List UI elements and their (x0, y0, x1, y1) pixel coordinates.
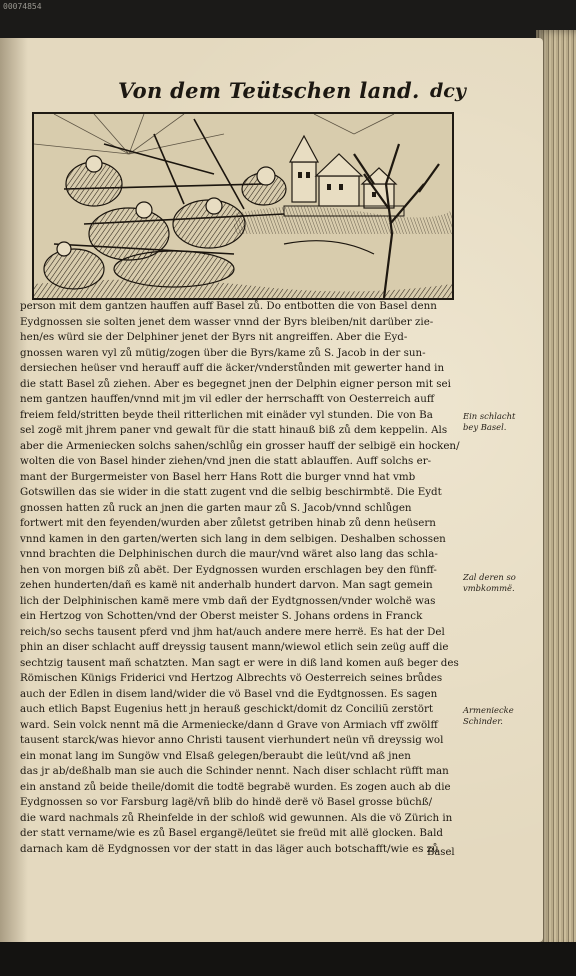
margin-note-line: vmbkommë. (463, 583, 515, 593)
text-line: auch der Edlen in disem land/wider die vö Basel vnd die Eydtgnossen. Es sagen (20, 687, 438, 700)
margin-note-line: Zal deren so (463, 572, 516, 582)
text-line: hen von morgen biß zů abët. Der Eydgnossen wurden erschlagen bey den fünff- (20, 563, 437, 576)
margin-note-line: Ein schlacht (463, 411, 516, 421)
text-line: wolten die von Basel hinder ziehen/vnd jnen die statt ablauffen. Auff solchs er- (20, 455, 432, 467)
margin-note-line: Armeniecke (463, 705, 514, 715)
running-head: Von dem Teütschen land. (118, 78, 420, 103)
margin-note-line: Schinder. (463, 716, 503, 726)
text-line: gnossen hatten zů ruck an jnen die garten maur zů S. Jacob/vnnd schlůgen (20, 501, 412, 514)
text-line: ein Hertzog von Schotten/vnd der Oberst meister S. Johans ordens in Franck (20, 610, 423, 622)
body-text (20, 299, 462, 857)
text-line: vnnd kamen in den garten/werten sich lang in dem selbigen. Deshalben schossen (20, 532, 446, 545)
folio-number: dcy (430, 80, 466, 102)
text-line: person mit dem gantzen hauffen auff Basel zů. Do entbotten die von Basel denn (20, 300, 437, 312)
text-line: darnach kam dë Eydgnossen vor der statt in das läger auch botschafft/wie es zů (20, 842, 439, 855)
text-line: phin an diser schlacht auff dreyssig tausent mann/wiewol etlich sein zeüg auff die (20, 641, 449, 653)
text-line: reich/so sechs tausent pferd vnd jhm hat/auch andere mere herrë. Es hat der Del (20, 625, 445, 638)
text-line: zehen hunderten/dañ es kamë nit anderhalb hundert darvon. Man sagt gemein (20, 579, 433, 591)
text-line: nem gantzen hauffen/vnnd mit jm vil edler der herrschafft von Oesterreich auff (20, 393, 435, 405)
text-line: ein anstand zů beide theile/domit die todtë begrabë wurden. Es zogen auch ab die (20, 780, 451, 793)
text-line: vnnd brachten die Delphinischen durch die maur/vnd wäret also lang das schla- (20, 548, 438, 560)
margin-note-line: bey Basel. (463, 422, 507, 432)
text-line: die ward nachmals zů Rheinfelde in der schloß wid gewunnen. Als die vö Zürich in (20, 811, 453, 824)
text-line: freiem feld/stritten beyde theil ritterlichen mit einäder vyl stunden. Die von Ba (20, 408, 433, 421)
text-line: ward. Sein volck nennt mã die Armeniecke/dann d Grave von Armiach vff zwölff (20, 718, 438, 731)
text-line: lich der Delphinischen kamë mere vmb dañ der Eydtgnossen/vnder wolchë was (20, 594, 436, 607)
text-line: der statt vername/wie es zů Basel ergangë/leütet sie freüd mit allë glocken. Bald (20, 827, 443, 839)
woodcut-battle-scene-icon (34, 114, 452, 298)
catchword: Basel (427, 847, 455, 858)
text-line: hen/es würd sie der Delphiner jenet der Byrs nit angreiffen. Aber die Eyd- (20, 331, 408, 343)
margin-note-count (463, 572, 533, 594)
text-line: das jr ab/deßhalb man sie auch die Schinder nennt. Nach diser schlacht rüfft man (20, 765, 449, 777)
margin-note-battle (463, 411, 533, 433)
text-line: die statt Basel zů ziehen. Aber es begegnet jnen der Delphin eigner person mit sei (20, 377, 451, 390)
text-line: sel zogë mit jhrem paner vnd gewalt für die statt hinauß biß zů dem keppelin. Als (20, 424, 448, 436)
text-line: dersiechen heüser vnd herauff auff die äcker/vnderstůnden mit gewerter hand in (20, 362, 445, 374)
text-line: aber die Armeniecken solchs sahen/schlůg ein grosser hauff der selbigë ein hocken/ (20, 439, 460, 452)
text-line: Gotswillen das sie wider in die statt zugent vnd die selbig beschirmbtë. Die Eydt (20, 486, 442, 498)
scan-background (0, 942, 576, 976)
text-line: mant der Burgermeister von Basel herr Hans Rott die burger vnnd hat vmb (20, 470, 416, 483)
text-line: auch etlich Bapst Eugenius hett jn herauß geschickt/domit dz Conciliũ zerstört (20, 703, 434, 715)
text-line: ein monat lang im Sungöw vnd Elsaß gelegen/beraubt die leüt/vnd aß jnen (20, 749, 411, 762)
text-line: tausent starck/was hievor anno Christi tausent vierhundert neün vñ dreyssig wol (20, 734, 444, 746)
text-line: fortwert mit den feyenden/wurden aber zůletst getriben hinab zů denn heüsern (20, 517, 436, 529)
margin-note-armeniecke (463, 705, 533, 727)
scan-id-label: 00074854 (3, 2, 42, 11)
text-line: Eydgnossen so vor Farsburg lagë/vñ blib do hindë derë vö Basel grosse büchß/ (20, 796, 433, 808)
text-line: gnossen waren vyl zů mütig/zogen über die Byrs/kame zů S. Jacob in der sun- (20, 346, 426, 359)
text-line: sechtzig tausent mañ schatzten. Man sagt er were in diß land komen auß beger des (20, 656, 459, 669)
text-line: Eydgnossen sie solten jenet dem wasser vnnd der Byrs bleiben/nit darüber zie- (20, 315, 434, 328)
woodcut-illustration (32, 112, 454, 300)
text-line: Römischen Künigs Friderici vnd Hertzog Albrechts vö Oesterreich seines brůdes (20, 672, 443, 684)
